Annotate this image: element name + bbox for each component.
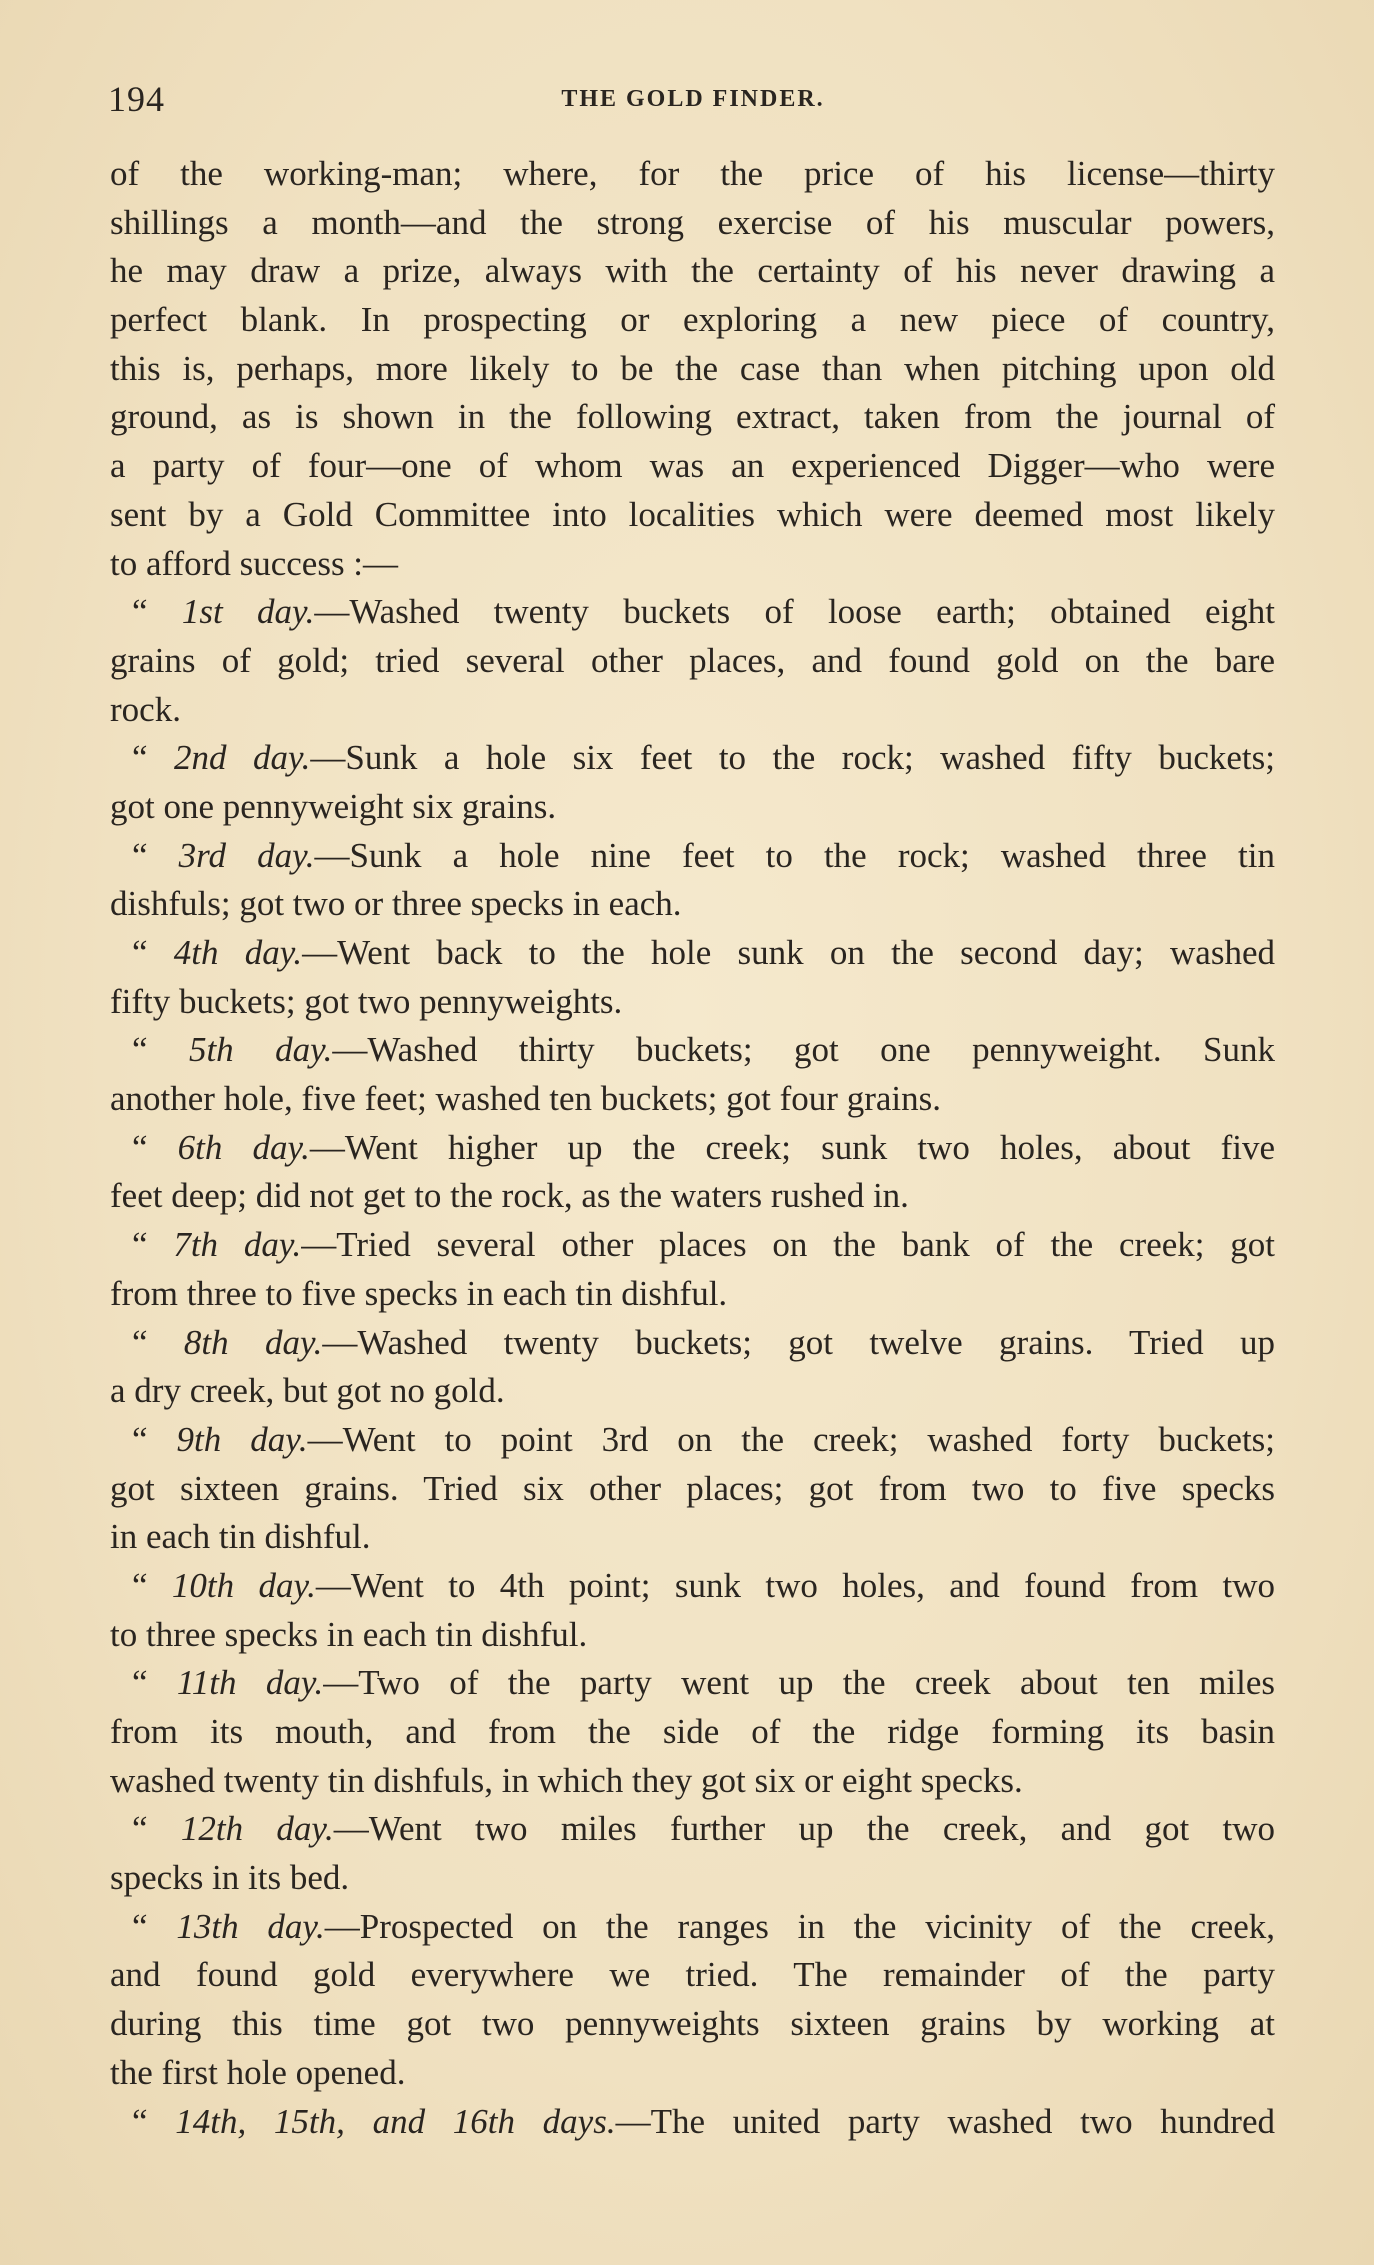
entry-text: —Went two miles further up the creek, and got two: [333, 1809, 1276, 1849]
entry-text: —Sunk a hole six feet to the rock; washed fifty buckets;: [310, 738, 1276, 778]
entry-day-label: 10th day.: [171, 1565, 316, 1605]
text-line: got sixteen grains. Tried six other places; got from two to five specks: [110, 1468, 1275, 1508]
journal-entry: [110, 1562, 1275, 1659]
text-line: to afford success :—: [110, 543, 399, 583]
text-line: another hole, five feet; washed ten buckets; got four grains.: [110, 1079, 941, 1119]
entry-day-label: 12th day.: [180, 1809, 334, 1849]
entry-day-label: 4th day.: [173, 933, 303, 972]
text-line: the first hole opened.: [110, 2052, 406, 2092]
entry-first-line: [110, 929, 1275, 978]
open-quote: “: [132, 933, 174, 972]
text-line: shillings a month—and the strong exercise of his muscular powers,: [110, 202, 1275, 242]
open-quote: “: [132, 2101, 176, 2141]
entry-text: —Went back to the hole sunk on the second day; washed: [302, 933, 1275, 972]
text-line: a dry creek, but got no gold.: [110, 1371, 505, 1411]
entry-first-line: [110, 2098, 1275, 2147]
journal-entry: [110, 1221, 1275, 1318]
open-quote: “: [132, 835, 179, 875]
text-line: of the working-man; where, for the price of his license—thirty: [110, 154, 1275, 193]
text-line: washed twenty tin dishfuls, in which they got six or eight specks.: [110, 1760, 1023, 1800]
text-line: he may draw a prize, always with the certainty of his never drawing a: [110, 251, 1275, 291]
entry-day-label: 2nd day.: [174, 738, 311, 778]
entry-text: —Washed thirty buckets; got one pennyweight. Sunk: [332, 1030, 1275, 1070]
text-line: got one pennyweight six grains.: [110, 786, 557, 826]
entry-day-label: 7th day.: [173, 1225, 302, 1265]
journal-entry: [110, 2098, 1275, 2147]
entry-first-line: [110, 588, 1275, 637]
entry-text: —Washed twenty buckets of loose earth; obtained eight: [314, 592, 1275, 632]
entry-text: —Went higher up the creek; sunk two holes, about five: [309, 1127, 1275, 1167]
open-quote: “: [132, 1030, 189, 1070]
entry-day-label: 14th, 15th, and 16th days.: [175, 2101, 616, 2141]
entry-text: —The united party washed two hundred: [615, 2101, 1275, 2141]
open-quote: “: [132, 1419, 177, 1459]
entry-text: —Tried several other places on the bank of the creek; got: [301, 1225, 1275, 1265]
text-line: perfect blank. In prospecting or exploring a new piece of country,: [110, 300, 1275, 340]
entry-first-line: [110, 1416, 1275, 1465]
text-line: and found gold everywhere we tried. The remainder of the party: [110, 1955, 1275, 1995]
text-line: grains of gold; tried several other places, and found gold on the bare: [110, 640, 1275, 680]
journal-entry: [110, 1124, 1275, 1221]
open-quote: “: [132, 1225, 174, 1265]
entry-day-label: 1st day.: [181, 592, 315, 632]
entry-first-line: [110, 1221, 1275, 1270]
text-line: fifty buckets; got two pennyweights.: [110, 981, 623, 1021]
open-quote: “: [132, 738, 175, 778]
entry-day-label: 6th day.: [177, 1127, 310, 1167]
text-line: from three to five specks in each tin dishful.: [110, 1273, 728, 1313]
intro-paragraph: [110, 150, 1275, 588]
entry-text: —Two of the party went up the creek about ten miles: [323, 1663, 1275, 1703]
text-line: rock.: [110, 689, 181, 729]
journal-entry: [110, 1319, 1275, 1416]
open-quote: “: [132, 1906, 177, 1946]
entry-first-line: [110, 1562, 1275, 1611]
entry-day-label: 5th day.: [188, 1030, 333, 1070]
entry-day-label: 13th day.: [176, 1906, 325, 1946]
journal-entry: [110, 588, 1275, 734]
journal-entry: [110, 1026, 1275, 1123]
entry-first-line: [110, 1319, 1275, 1368]
journal-entry: [110, 929, 1275, 1026]
text-line: ground, as is shown in the following extract, taken from the journal of: [110, 397, 1275, 437]
entry-first-line: [110, 1805, 1275, 1854]
journal-entry: [110, 734, 1275, 831]
journal-entry: [110, 1903, 1275, 2098]
text-line: during this time got two pennyweights sixteen grains by working at: [110, 2004, 1275, 2044]
entry-first-line: [110, 1659, 1275, 1708]
text-line: specks in its bed.: [110, 1858, 350, 1898]
entry-day-label: 3rd day.: [178, 835, 315, 875]
running-head: THE GOLD FINDER.: [561, 86, 825, 112]
page-header: [108, 78, 1278, 128]
journal-entry: [110, 1805, 1275, 1902]
entry-first-line: [110, 1026, 1275, 1075]
entry-text: —Went to point 3rd on the creek; washed forty buckets;: [307, 1419, 1276, 1459]
open-quote: “: [132, 1663, 177, 1703]
text-line: dishfuls; got two or three specks in each.: [110, 884, 682, 924]
entry-text: —Washed twenty buckets; got twelve grains. Tried up: [322, 1322, 1275, 1362]
journal-entry: [110, 832, 1275, 929]
text-line: from its mouth, and from the side of the ridge forming its basin: [110, 1712, 1275, 1751]
text-line: feet deep; did not get to the rock, as the waters rushed in.: [110, 1176, 909, 1216]
entry-day-label: 9th day.: [176, 1419, 308, 1459]
text-line: to three specks in each tin dishful.: [110, 1614, 588, 1654]
text-line: this is, perhaps, more likely to be the case than when pitching upon old: [110, 348, 1275, 388]
entry-text: —Went to 4th point; sunk two holes, and found from two: [315, 1565, 1275, 1605]
journal-entry: [110, 1416, 1275, 1562]
entry-first-line: [110, 1903, 1275, 1952]
page-number: 194: [108, 79, 165, 119]
open-quote: “: [132, 592, 182, 632]
entry-text: —Prospected on the ranges in the vicinity of the creek,: [324, 1906, 1275, 1946]
entry-day-label: 8th day.: [183, 1322, 323, 1362]
entry-text: —Sunk a hole nine feet to the rock; washed three tin: [314, 835, 1275, 875]
entry-first-line: [110, 1124, 1275, 1173]
entry-first-line: [110, 734, 1275, 783]
open-quote: “: [132, 1127, 178, 1167]
open-quote: “: [132, 1565, 172, 1605]
body-text: [110, 150, 1275, 2146]
text-line: sent by a Gold Committee into localities which were deemed most likely: [110, 494, 1275, 534]
open-quote: “: [132, 1809, 181, 1849]
text-line: a party of four—one of whom was an experienced Digger—who were: [110, 446, 1275, 486]
journal-entry: [110, 1659, 1275, 1805]
entry-day-label: 11th day.: [176, 1663, 324, 1703]
entry-first-line: [110, 832, 1275, 881]
text-line: in each tin dishful.: [110, 1517, 371, 1557]
open-quote: “: [132, 1322, 184, 1362]
